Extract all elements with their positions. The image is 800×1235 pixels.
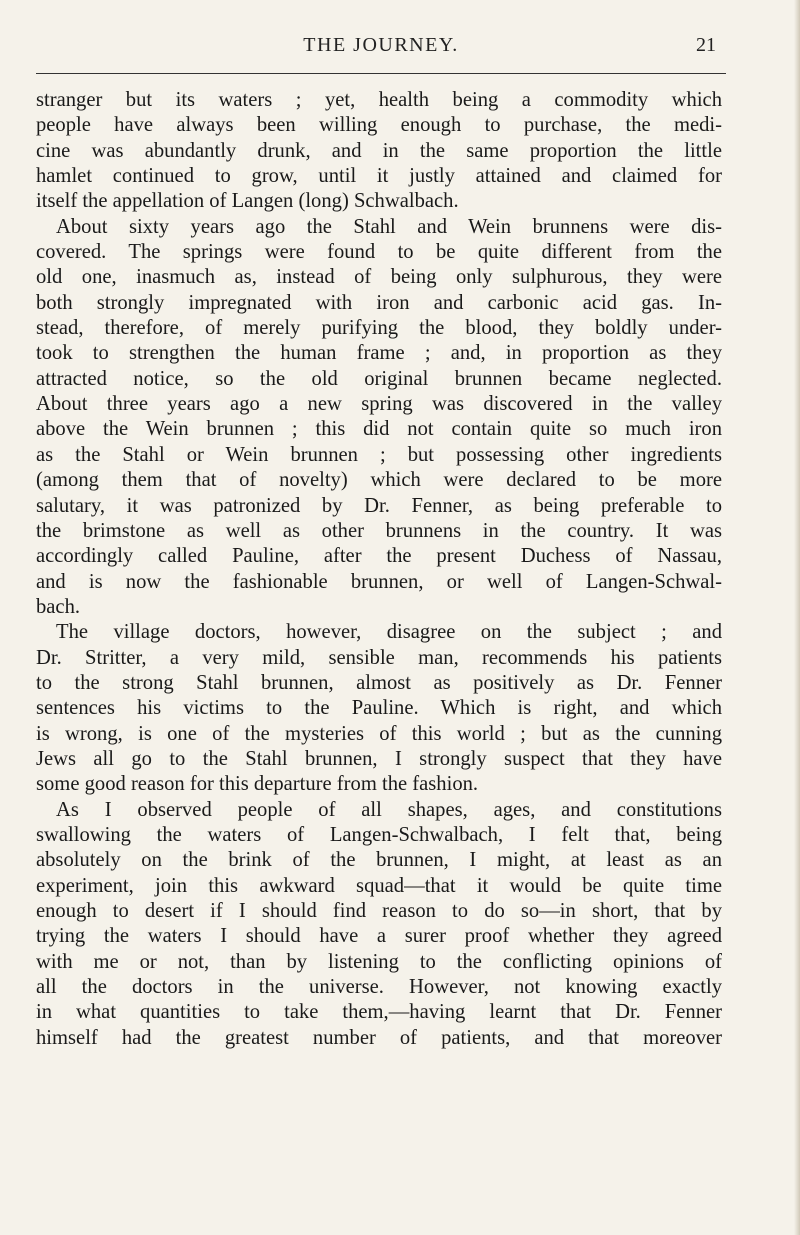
page-header	[36, 34, 726, 64]
text-line: and is now the fashionable brunnen, or well of Langen-Schwal-	[36, 570, 722, 593]
text-line: as the Stahl or Wein brunnen ; but possessing other ingredients	[36, 443, 722, 466]
text-line: (among them that of novelty) which were declared to be more	[36, 469, 722, 492]
text-line: above the Wein brunnen ; this did not contain quite so much iron	[36, 418, 722, 441]
text-line: salutary, it was patronized by Dr. Fenner, as being preferable to	[36, 494, 722, 517]
text-line: experiment, join this awkward squad—that it would be quite time	[36, 874, 722, 897]
page-number: 21	[696, 34, 716, 56]
text-line: to the strong Stahl brunnen, almost as positively as Dr. Fenner	[36, 671, 722, 694]
text-line: absolutely on the brink of the brunnen, I might, at least as an	[36, 849, 722, 872]
text-line: the brimstone as well as other brunnens in the country. It was	[36, 519, 722, 542]
text-line: all the doctors in the universe. However, not knowing exactly	[36, 976, 722, 999]
text-line: both strongly impregnated with iron and carbonic acid gas. In-	[36, 291, 722, 314]
header-rule	[36, 73, 726, 74]
text-line: About sixty years ago the Stahl and Wein brunnens were dis-	[56, 215, 722, 238]
text-line: people have always been willing enough to purchase, the medi-	[36, 114, 722, 137]
text-line: trying the waters I should have a surer proof whether they agreed	[36, 925, 722, 948]
text-line: As I observed people of all shapes, ages, and constitutions	[56, 798, 722, 821]
page-edge-shadow	[794, 0, 800, 1235]
text-line: swallowing the waters of Langen-Schwalbach, I felt that, being	[36, 823, 722, 846]
text-line: sentences his victims to the Pauline. Which is right, and which	[36, 697, 722, 720]
text-line: Dr. Stritter, a very mild, sensible man, recommends his patients	[36, 646, 722, 669]
text-line: hamlet continued to grow, until it justly attained and claimed for	[36, 165, 722, 188]
text-line: is wrong, is one of the mysteries of this world ; but as the cunning	[36, 722, 722, 745]
text-line: enough to desert if I should find reason to do so—in short, that by	[36, 900, 722, 922]
text-line: accordingly called Pauline, after the present Duchess of Nassau,	[36, 545, 722, 568]
body-text	[36, 88, 722, 1051]
text-line: himself had the greatest number of patients, and that moreover	[36, 1026, 722, 1049]
text-line: some good reason for this departure from the fashion.	[36, 773, 479, 796]
text-line: old one, inasmuch as, instead of being only sulphurous, they were	[36, 266, 722, 289]
text-line: in what quantities to take them,—having learnt that Dr. Fenner	[36, 1001, 722, 1024]
text-line: itself the appellation of Langen (long) Schwalbach.	[36, 190, 459, 213]
text-line: The village doctors, however, disagree on the subject ; and	[56, 621, 722, 644]
running-title: THE JOURNEY.	[303, 34, 459, 56]
text-line: bach.	[36, 595, 81, 618]
text-line: cine was abundantly drunk, and in the same proportion the little	[36, 139, 722, 162]
text-line: covered. The springs were found to be quite different from the	[36, 241, 722, 264]
text-line: Jews all go to the Stahl brunnen, I strongly suspect that they have	[36, 747, 722, 770]
text-line: with me or not, than by listening to the conflicting opinions of	[36, 950, 722, 973]
text-line: attracted notice, so the old original brunnen became neglected.	[36, 367, 722, 390]
text-line: stranger but its waters ; yet, health being a commodity which	[36, 89, 722, 111]
text-line: About three years ago a new spring was discovered in the valley	[36, 393, 722, 416]
text-line: stead, therefore, of merely purifying the blood, they boldly under-	[36, 317, 722, 340]
text-line: took to strengthen the human frame ; and, in proportion as they	[36, 342, 722, 365]
